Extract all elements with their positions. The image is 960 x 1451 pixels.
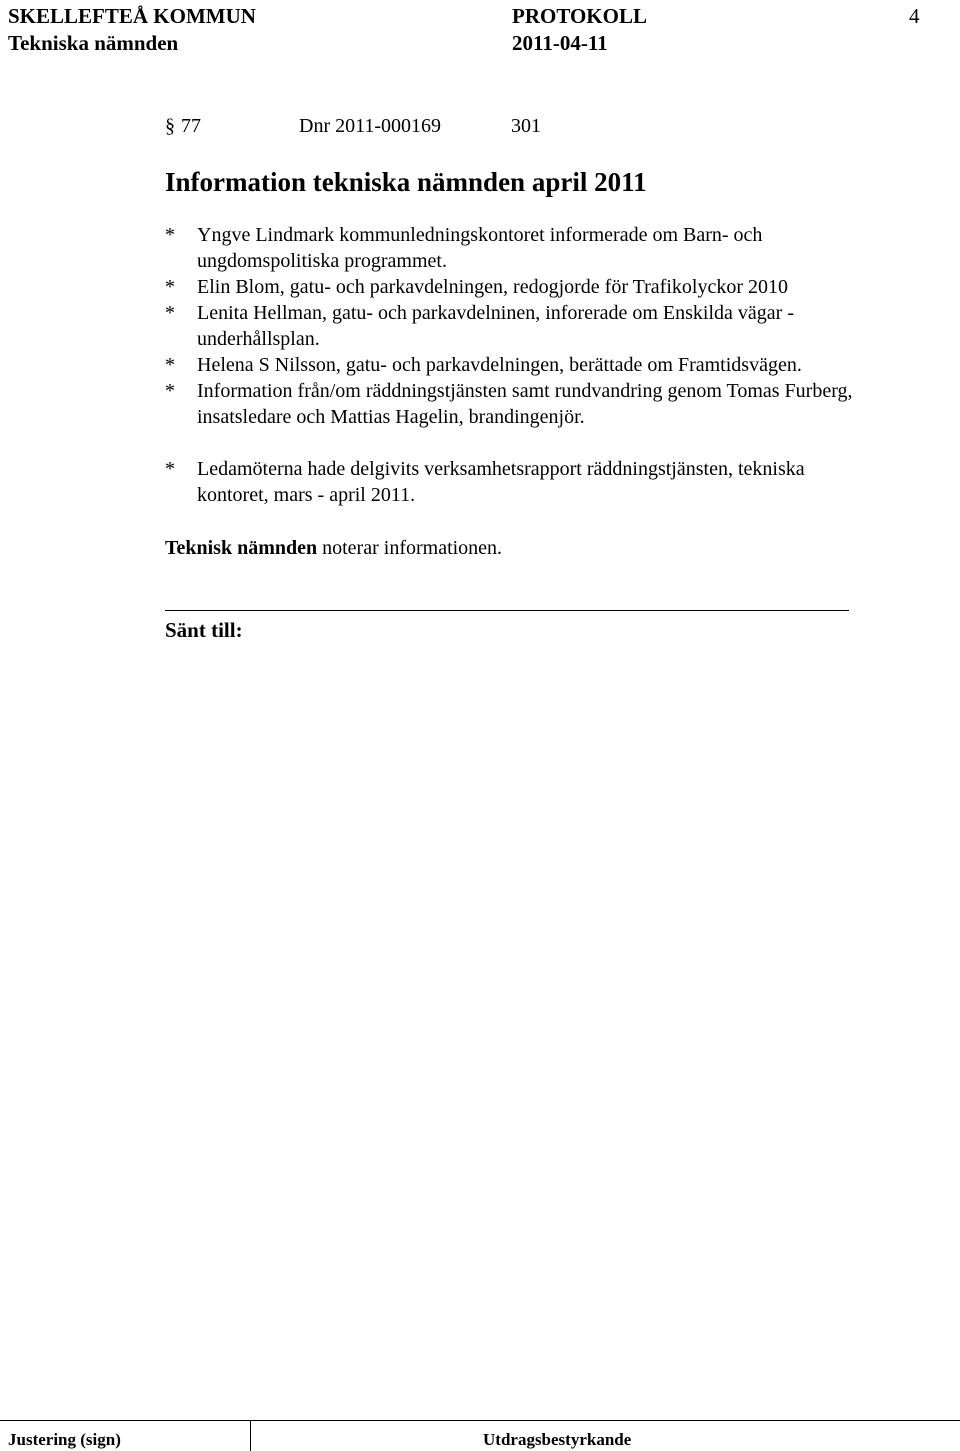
extract-label: Utdragsbestyrkande bbox=[483, 1430, 632, 1449]
bullet-marker: * bbox=[165, 354, 175, 376]
item-line: kontoret, mars - april 2011. bbox=[197, 484, 416, 506]
item-line: underhållsplan. bbox=[197, 328, 320, 350]
item-line: Lenita Hellman, gatu- och parkavdelninen, inforerade om Enskilda vägar - bbox=[197, 302, 794, 324]
item-line: insatsledare och Mattias Hagelin, brandingenjör. bbox=[197, 406, 585, 428]
section-number: 77 bbox=[181, 115, 201, 137]
signature-label: Justering (sign) bbox=[8, 1430, 121, 1449]
bullet-marker: * bbox=[165, 302, 175, 324]
bullet-marker: * bbox=[165, 224, 175, 246]
separator-line bbox=[165, 610, 849, 611]
committee-name: Tekniska nämnden bbox=[8, 31, 179, 55]
bullet-marker: * bbox=[165, 458, 175, 480]
item-line: ungdomspolitiska programmet. bbox=[197, 250, 447, 272]
case-dnr: Dnr 2011-000169 bbox=[299, 115, 442, 137]
meeting-date: 2011-04-11 bbox=[512, 31, 608, 55]
decision bbox=[165, 535, 502, 561]
decision-text: noterar informationen. bbox=[322, 537, 503, 559]
bullet-marker: * bbox=[165, 276, 175, 298]
footer-rule bbox=[0, 1420, 960, 1421]
item-line: Elin Blom, gatu- och parkavdelningen, redogjorde för Trafikolyckor 2010 bbox=[197, 276, 788, 298]
item-line: Information från/om räddningstjänsten samt rundvandring genom Tomas Furberg, bbox=[197, 380, 853, 402]
doc-type: PROTOKOLL bbox=[512, 4, 647, 28]
item-line: Ledamöterna hade delgivits verksamhetsrapport räddningstjänsten, tekniska bbox=[197, 458, 805, 480]
item-line: Yngve Lindmark kommunledningskontoret informerade om Barn- och bbox=[197, 224, 763, 246]
section-symbol: § bbox=[165, 115, 175, 137]
item-line: Helena S Nilsson, gatu- och parkavdelningen, berättade om Framtidsvägen. bbox=[197, 354, 802, 376]
org-name: SKELLEFTEÅ KOMMUN bbox=[8, 4, 256, 28]
bullet-marker: * bbox=[165, 380, 175, 402]
page-number: 4 bbox=[909, 4, 920, 28]
page-title: Information tekniska nämnden april 2011 bbox=[165, 167, 647, 197]
sent-to-label: Sänt till: bbox=[165, 618, 243, 642]
footer-divider bbox=[250, 1420, 251, 1451]
case-code: 301 bbox=[511, 115, 541, 137]
decision-subject: Teknisk nämnden bbox=[165, 537, 318, 559]
